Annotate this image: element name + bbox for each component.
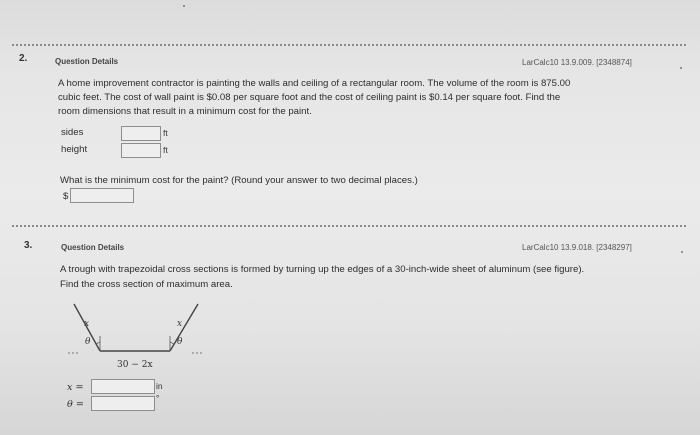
theta-unit: ° — [156, 393, 160, 403]
question-text-line: A home improvement contractor is painting the walls and ceiling of a rectangular room. The volume of the room is 875.00 — [58, 78, 571, 89]
fig-theta-left: θ — [85, 337, 91, 347]
question-number: 2. — [19, 53, 28, 64]
x-input[interactable] — [91, 379, 155, 394]
sides-input[interactable] — [121, 126, 161, 141]
question-text-line: cubic feet. The cost of wall paint is $0.08 per square foot and the cost of ceiling paint is $0.14 per square foot. Find the — [58, 92, 561, 103]
question-ref: LarCalc10 13.9.009. [2348874] — [522, 58, 632, 67]
question-text-line: Find the cross section of maximum area. — [60, 279, 233, 290]
fig-x-left: x — [84, 319, 90, 329]
question-text-line: A trough with trapezoidal cross sections is formed by turning up the edges of a 30-inch-wide sheet of aluminum (see figure). — [60, 264, 585, 275]
cost-input[interactable] — [70, 188, 134, 203]
theta-input[interactable] — [91, 396, 155, 411]
sides-unit: ft — [163, 128, 168, 138]
theta-label: θ = — [67, 399, 84, 410]
trough-figure — [60, 296, 210, 376]
question-details-link[interactable]: Question Details — [55, 57, 119, 66]
height-input[interactable] — [121, 143, 161, 158]
question-text-line: room dimensions that result in a minimum cost for the paint. — [58, 106, 312, 117]
top-mark — [183, 5, 185, 7]
sides-label: sides — [61, 127, 84, 138]
question-number: 3. — [24, 240, 33, 251]
options-dot[interactable] — [680, 67, 682, 69]
right-angle-arc — [170, 342, 174, 344]
divider-middle — [12, 225, 686, 227]
options-dot[interactable] — [681, 251, 683, 253]
height-unit: ft — [163, 145, 168, 155]
cost-question: What is the minimum cost for the paint? (Round your answer to two decimal places.) — [60, 175, 418, 186]
question-ref: LarCalc10 13.9.018. [2348297] — [522, 243, 632, 252]
question-details-link[interactable]: Question Details — [61, 243, 125, 252]
fig-x-right: x — [177, 319, 183, 329]
fig-base-label: 30 − 2x — [117, 360, 153, 370]
right-side-line — [170, 304, 198, 351]
currency-symbol: $ — [63, 191, 69, 202]
x-label: x = — [67, 382, 84, 393]
x-unit: in — [156, 381, 163, 391]
fig-theta-right: θ — [177, 337, 183, 347]
height-label: height — [61, 144, 88, 155]
divider-top — [12, 44, 686, 46]
left-angle-arc — [97, 342, 101, 344]
